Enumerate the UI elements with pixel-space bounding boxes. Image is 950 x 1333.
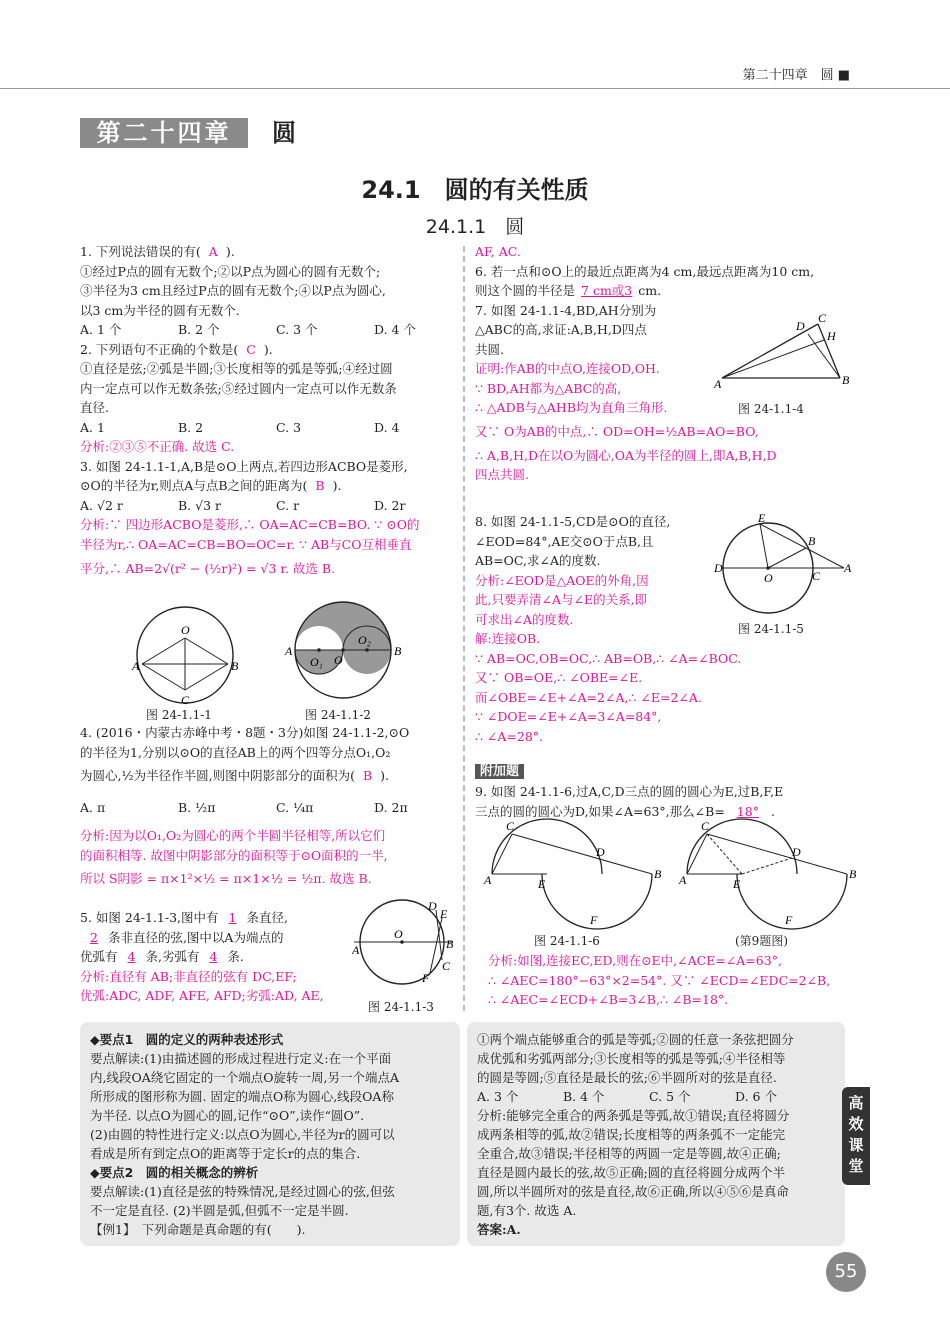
figure-24-1-1-2-shape — [284, 602, 402, 698]
key-points-box — [80, 1022, 460, 1246]
subsection-title: 24.1.1 圆 — [425, 216, 525, 238]
fig3-label: F — [422, 971, 430, 985]
fig2-label: B — [394, 644, 402, 658]
q4-stem: 为圆心,½为半径作半圆,则图中阴影部分的面积为( B ). — [80, 768, 389, 783]
chapter-name: 圆 — [272, 119, 296, 147]
fig5-label: D — [714, 561, 723, 575]
fig4-caption: 图 24-1.1-4 — [738, 402, 804, 416]
fig5-label: O — [764, 571, 773, 585]
q5-line: 5. 如图 24-1.1-3,图中有 1 条直径, — [80, 910, 288, 925]
fig2-label: O₂ — [358, 633, 371, 647]
q1-line: ③半径为3 cm且经过P点的圆有无数个;④以P点为圆心, — [80, 283, 386, 298]
example-options: A. 3 个 B. 4 个 C. 5 个 D. 6 个 — [477, 1089, 777, 1104]
side-tab-char: 高 — [848, 1094, 864, 1112]
running-header: 第二十四章 圆 ■ — [742, 68, 850, 83]
q3-analysis: 半径为r,∴ OA=AC=CB=BO=OC=r. ∵ AB与CO互相垂直 — [80, 536, 412, 552]
q7-proof: 又∵ O为AB的中点,∴ OD=OH=½AB=AO=BO, — [475, 423, 759, 439]
column-divider — [463, 246, 465, 1011]
example-line: 的圆是等圆;⑤直径是最长的弦;⑥半圆所对的弦是直径. — [477, 1070, 777, 1085]
fig6-label: A — [484, 873, 492, 887]
q4-stem: 4. (2016・内蒙古赤峰中考・8题・3分)如图 24-1.1-2,⊙O — [80, 725, 410, 740]
q3-stem: 3. 如图 24-1.1-1,A,B是⊙O上两点,若四边形ACBO是菱形, — [80, 458, 408, 474]
fig3-label: A — [352, 943, 360, 957]
q8-solution: ∵ ∠DOE=∠E+∠A=3∠A=84°, — [475, 709, 662, 724]
fig3-label: D — [428, 899, 437, 913]
fig4-label: B — [842, 373, 850, 387]
q6-line: 则这个圆的半径是 7 cm或3 cm. — [475, 283, 662, 298]
fig2-label: O — [334, 653, 343, 667]
q5-block — [80, 908, 360, 1006]
fig7-label: A — [679, 873, 687, 887]
q7-proof: ∵ BD,AH都为△ABC的高, — [475, 380, 622, 396]
fig2-caption: 图 24-1.1-2 — [305, 708, 371, 722]
fig6-label: D — [596, 845, 605, 859]
figure-24-1-1-6 — [482, 818, 862, 933]
fig2-label: A — [285, 644, 293, 658]
fig7-label: F — [785, 913, 793, 927]
example-analysis: 圆,所以半圆所对的弦是直径,故⑥正确,所以④⑤⑥是真命 — [477, 1184, 789, 1199]
example-analysis: 全重合,故③错误;半径相等的两圆一定是等圆,故④正确; — [477, 1146, 781, 1161]
side-tab — [842, 1087, 870, 1185]
q8-line: 8. 如图 24-1.1-5,CD是⊙O的直径, — [475, 514, 671, 529]
fig4-label: D — [796, 319, 805, 333]
q7-proof: ∴ △ADB与△AHB均为直角三角形. — [475, 400, 668, 415]
q9-analysis-line: ∴ ∠AEC=180°−63°×2=54°. 又∵ ∠ECD=∠EDC=2∠B, — [488, 972, 831, 988]
fig4-label: H — [827, 329, 836, 343]
fig3-caption: 图 24-1.1-3 — [368, 1000, 434, 1014]
example-line: 成优弧和劣弧两部分;③长度相等的弧是等弧;④半径相等 — [477, 1051, 786, 1066]
fig6-caption: 图 24-1.1-6 — [534, 934, 600, 948]
q9-analysis-line: ∴ ∠AEC=∠ECD+∠B=3∠B,∴ ∠B=18°. — [488, 992, 729, 1007]
key-point-line: 所形成的图形称为圆. 固定的端点O称为圆心,线段OA称 — [90, 1089, 394, 1104]
fig4-label: A — [714, 377, 722, 391]
example-1: 【例1】 下列命题是真命题的有( ). — [90, 1222, 306, 1237]
key-point-line: 要点解读:(1)由描述圆的形成过程进行定义:在一个平面 — [90, 1051, 392, 1066]
key-point-line: 要点解读:(1)直径是弦的特殊情况,是经过圆心的弦,但弦 — [90, 1184, 395, 1199]
q7-proof: 四点共圆. — [475, 467, 529, 482]
fig6-label: B — [654, 867, 662, 881]
fig7-caption: (第9题图) — [735, 934, 788, 948]
q3-analysis: 分析:∵ 四边形ACBO是菱形,∴ OA=AC=CB=BO. ∵ ⊙O的 — [80, 517, 420, 532]
left-column — [80, 242, 458, 584]
q7-proof: ∴ A,B,H,D在以O为圆心,OA为半径的圆上,即A,B,H,D — [475, 447, 777, 463]
fig1-label: C — [181, 693, 190, 707]
extra-problems-badge: 附加题 — [475, 760, 524, 779]
fig5-label: B — [808, 534, 816, 548]
key-point-2-title: ◆要点2 圆的相关概念的辨析 — [90, 1165, 259, 1180]
q4-analysis: 分析:因为以O₁,O₂为圆心的两个半圆半径相等,所以它们 — [80, 828, 386, 843]
fig2-label: O₁ — [310, 655, 323, 669]
q5-continued: AF, AC. — [475, 244, 521, 259]
q8-solution: 解:连接OB. — [475, 631, 541, 646]
q2-stem: 2. 下列语句不正确的个数是( C ). — [80, 341, 273, 357]
chapter-band: 第二十四章 — [80, 118, 248, 148]
fig7-label: C — [701, 819, 710, 833]
q8-line: AB=OC,求∠A的度数. — [475, 553, 601, 568]
q3-analysis: 平分,∴ AB=2√(r² − (½r)²) = √3 r. 故选 B. — [80, 561, 336, 576]
fig3-label: C — [442, 959, 451, 973]
key-point-line: 看成是所有到定点O的距离等于定长r的点的集合. — [90, 1146, 361, 1161]
key-point-line: 内,线段OA绕它固定的一个端点O旋转一周,另一个端点A — [90, 1070, 399, 1085]
q8-solution: 而∠OBE=∠E+∠A=2∠A,∴ ∠E=2∠A. — [475, 689, 702, 705]
q4-options: A. π B. ½π C. ¼π D. 2π — [80, 800, 408, 815]
q9-line: 三点的圆的圆心为D,如果∠A=63°,那么∠B= 18° . — [475, 803, 775, 819]
q9-line: 9. 如图 24-1.1-6,过A,C,D三点的圆的圆心为E,过B,F,E — [475, 784, 784, 799]
q5-line: 2 条非直径的弦,图中以A为端点的 — [90, 929, 284, 945]
side-tab-char: 效 — [848, 1115, 864, 1133]
fig5-caption: 图 24-1.1-5 — [738, 622, 804, 636]
fig5-label: A — [844, 561, 852, 575]
q8-line: ∠EOD=84°,AE交⊙O于点B,且 — [475, 533, 654, 549]
q1-stem: 1. 下列说法错误的有( A ). — [80, 244, 235, 259]
q2-options: A. 1 B. 2 C. 3 D. 4 — [80, 419, 400, 435]
q8-analysis: 分析:∠EOD是△AOE的外角,因 — [475, 572, 649, 588]
q3-options: A. √2 r B. √3 r C. r D. 2r — [80, 497, 406, 513]
example-analysis: 成两条相等的弧,故②错误;长度相等的两条弧不一定能完 — [477, 1127, 786, 1142]
q6-line: 6. 若一点和⊙O上的最近点距离为4 cm,最远点距离为10 cm, — [475, 263, 815, 279]
figure-24-1-1-1 — [131, 607, 239, 707]
figure-24-1-1-4 — [712, 310, 862, 400]
q8-solution: 又∵ OB=OE,∴ ∠OBE=∠E. — [475, 670, 643, 685]
q8-solution: ∵ AB=OC,OB=OC,∴ AB=OB,∴ ∠A=∠BOC. — [475, 650, 742, 666]
q5-analysis: 分析:直径有 AB;非直径的弦有 DC,EF; — [80, 968, 297, 984]
fig7-label: D — [792, 845, 801, 859]
section-title: 24.1 圆的有关性质 — [361, 176, 589, 204]
figure-24-1-1-5 — [714, 512, 856, 624]
q1-line: 以3 cm为半径的圆有无数个. — [80, 302, 240, 318]
q7-line: 共圆. — [475, 341, 504, 357]
q2-line: 直径. — [80, 400, 109, 415]
q4-stem: 的半径为1,分别以⊙O的直径AB上的两个四等分点O₁,O₂ — [80, 744, 391, 760]
left-column-lower — [80, 723, 458, 893]
q8-analysis: 可求出∠A的度数. — [475, 611, 574, 627]
fig6-label: C — [506, 819, 515, 833]
fig7-shape — [678, 819, 857, 929]
fig7-label: E — [733, 877, 741, 891]
example-analysis: 直径是圆内最长的弦,故⑤正确;圆的直径将圆分成两个半 — [477, 1165, 786, 1180]
q4-analysis: 的面积相等. 故图中阴影部分的面积等于⊙O面积的一半, — [80, 847, 388, 863]
q1-options: A. 1 个 B. 2 个 C. 3 个 D. 4 个 — [80, 322, 416, 337]
fig6-label: E — [538, 877, 546, 891]
fig1-label: B — [231, 659, 239, 673]
fig3-label: E — [440, 907, 448, 921]
fig1-label: A — [132, 659, 140, 673]
key-point-1-title: ◆要点1 圆的定义的两种表述形式 — [90, 1032, 284, 1047]
q7-proof: 证明:作AB的中点O,连接OD,OH. — [475, 361, 660, 376]
q9-block — [475, 782, 855, 821]
figure-24-1-1-3 — [352, 898, 462, 998]
q3-stem: ⊙O的半径为r,则点A与点B之间的距离为( B ). — [80, 478, 342, 493]
side-tab-char: 堂 — [848, 1157, 864, 1175]
fig5-label: E — [758, 512, 766, 525]
key-point-line: 为半径. 以点O为圆心的圆,记作“⊙O”,读作“圆O”. — [90, 1108, 365, 1123]
key-point-line: 不一定是直径. (2)半圆是弧,但弧不一定是半圆. — [90, 1203, 349, 1218]
q9-analysis — [488, 951, 858, 1010]
example-line: ①两个端点能够重合的弧是等弧;②圆的任意一条弦把圆分 — [477, 1032, 794, 1047]
q1-line: ①经过P点的圆有无数个;②以P点为圆心的圆有无数个; — [80, 263, 381, 279]
q8-solution: ∴ ∠A=28°. — [475, 728, 544, 744]
q5-line: 优弧有 4 条,劣弧有 4 条. — [80, 949, 244, 964]
q7-line: 7. 如图 24-1.1-4,BD,AH分别为 — [475, 302, 657, 318]
q2-line: ①直径是弦;②弧是半圆;③长度相等的弧是等弧;④经过圆 — [80, 361, 393, 376]
header-rule — [0, 88, 950, 89]
q4-analysis: 所以 S阴影 = π×1²×½ = π×1×½ = ½π. 故选 B. — [80, 871, 372, 886]
q8-analysis: 此,只要弄清∠A与∠E的关系,即 — [475, 592, 648, 607]
fig3-label: O — [394, 927, 403, 941]
fig3-label: B — [446, 937, 454, 951]
q5-analysis: 优弧:ADC, ADF, AFE, AFD;劣弧:AD, AE, — [80, 988, 324, 1003]
page-number: 55 — [826, 1252, 866, 1292]
fig6-label: F — [590, 913, 598, 927]
side-tab-char: 课 — [848, 1136, 864, 1154]
example-answer: 答案:A. — [477, 1222, 521, 1237]
fig6-shape — [483, 819, 662, 929]
example-analysis: 分析:能够完全重合的两条弧是等弧,故①错误;直径将圆分 — [477, 1108, 790, 1123]
q2-line: 内一定点可以作无数条弦;⑤经过圆内一定点可以作无数条 — [80, 380, 397, 396]
fig1-caption: 图 24-1.1-1 — [146, 708, 212, 722]
fig4-label: C — [818, 311, 827, 325]
fig7-label: B — [849, 867, 857, 881]
key-point-line: (2)由圆的特性进行定义:以点O为圆心,半径为r的圆可以 — [90, 1127, 395, 1142]
fig1-label: O — [181, 623, 190, 637]
q2-analysis: 分析:②③⑤不正确. 故选 C. — [80, 439, 235, 454]
q7-line: △ABC的高,求证:A,B,H,D四点 — [475, 322, 647, 337]
example-analysis: 题,有3个. 故选 A. — [477, 1203, 577, 1218]
fig5-label: C — [812, 569, 821, 583]
q9-analysis-line: 分析:如图,连接EC,ED,则在⊙E中,∠ACE=∠A=63°, — [488, 953, 782, 968]
example-answer-box — [467, 1022, 845, 1246]
